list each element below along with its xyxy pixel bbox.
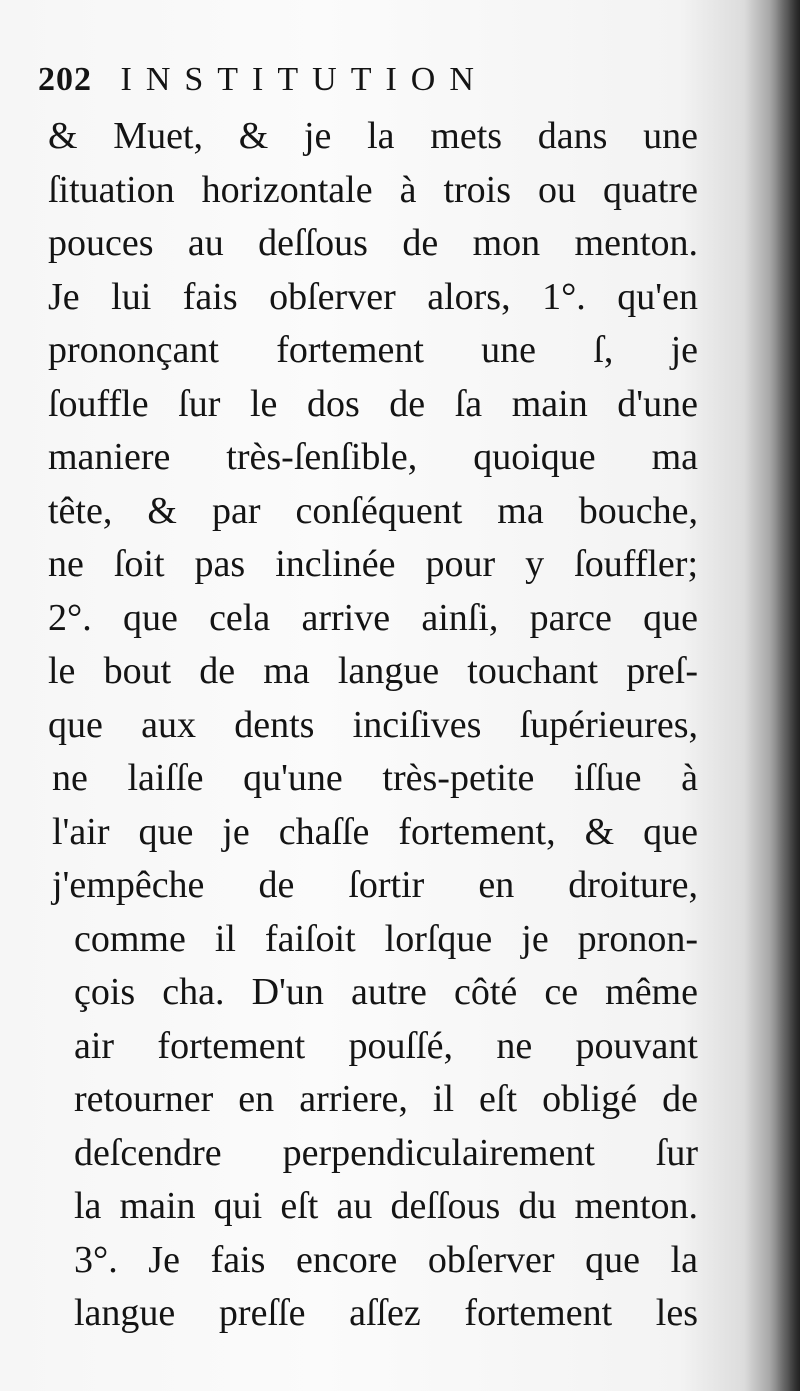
- text-line: l'air que je chaſſe fortement, & que: [52, 810, 698, 853]
- running-head: INSTITUTION: [120, 61, 488, 98]
- text-line: 3°. Je fais encore obſerver que la: [74, 1238, 698, 1281]
- text-line: çois cha. D'un autre côté ce même: [74, 971, 698, 1013]
- page-header: [38, 50, 688, 110]
- text-line: j'empêche de ſortir en droiture,: [52, 864, 698, 906]
- text-line: prononçant fortement une ſ, je: [48, 329, 698, 371]
- text-line: & Muet, & je la mets dans une: [48, 115, 698, 157]
- text-line: Je lui fais obſerver alors, 1°. qu'en: [48, 275, 698, 318]
- text-line: retourner en arriere, il eſt obligé de: [74, 1078, 698, 1120]
- text-line: que aux dents inciſives ſupérieures,: [48, 703, 698, 746]
- text-line: ne laiſſe qu'une très-petite iſſue à: [52, 757, 698, 799]
- body-text: [48, 110, 698, 1341]
- text-line: pouces au deſſous de mon menton.: [48, 222, 698, 264]
- text-line: deſcendre perpendiculairement ſur: [74, 1131, 698, 1174]
- text-line: tête, & par conſéquent ma bouche,: [48, 489, 698, 532]
- text-line: le bout de ma langue touchant preſ-: [48, 650, 698, 692]
- text-line: ſouffle ſur le dos de ſa main d'une: [48, 382, 698, 425]
- text-line: comme il faiſoit lorſque je pronon-: [74, 917, 698, 960]
- text-line: air fortement pouſſé, ne pouvant: [74, 1024, 698, 1067]
- text-line: ſituation horizontale à trois ou quatre: [48, 168, 698, 211]
- page-number: 202: [38, 61, 92, 98]
- page-edge-shadow: [770, 0, 800, 1391]
- text-line: 2°. que cela arrive ainſi, parce que: [48, 596, 698, 639]
- text-line: ne ſoit pas inclinée pour y ſouffler;: [48, 543, 698, 585]
- text-line: langue preſſe aſſez fortement les: [74, 1292, 698, 1334]
- text-line: maniere très-ſenſible, quoique ma: [48, 436, 698, 478]
- text-line: la main qui eſt au deſſous du menton.: [74, 1185, 698, 1227]
